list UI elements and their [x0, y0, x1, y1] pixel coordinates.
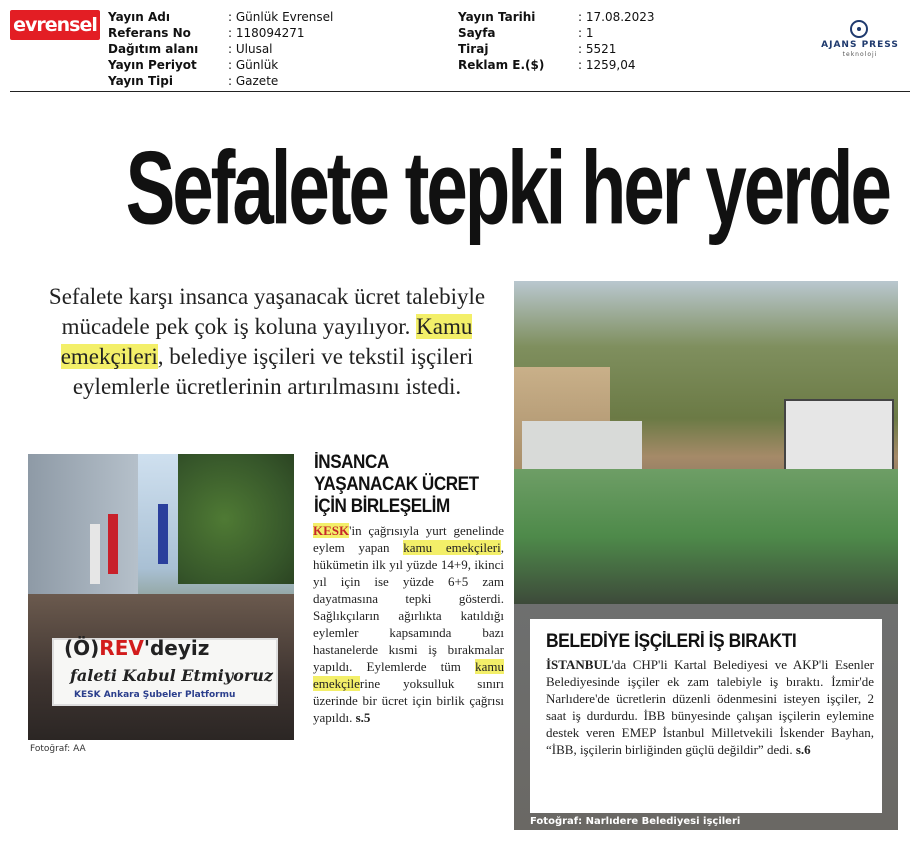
box-title: BELEDİYE İŞÇİLERİ İŞ BIRAKTI [546, 631, 797, 652]
meta-value-yayin-adi: : Günlük Evrensel [228, 10, 334, 24]
meta-label-sayfa: Sayfa [458, 26, 496, 40]
story-text-3: rine yoksulluk sınırı üzerinde bir ücret için birlik çağrısı yapıldı. [313, 676, 504, 725]
meta-value-tarih: : 17.08.2023 [578, 10, 655, 24]
evrensel-logo: evrensel [10, 10, 100, 40]
meta-label-tiraj: Tiraj [458, 42, 489, 56]
meta-value-tip: : Gazete [228, 74, 279, 88]
photo-caption-left: Fotoğraf: AA [30, 744, 86, 754]
meta-value-sayfa: : 1 [578, 26, 594, 40]
box-body [546, 656, 874, 758]
meta-label-referans: Referans No [108, 26, 191, 40]
meta-value-periyot: : Günlük [228, 58, 279, 72]
photo-tree [178, 454, 294, 584]
meta-label-dagitim: Dağıtım alanı [108, 42, 199, 56]
banner-line-1 [64, 636, 209, 660]
story-title: İNSANCA YAŞANACAK ÜCRET İÇİN BİRLEŞELİM [314, 452, 479, 517]
banner-line-3: KESK Ankara Şubeler Platformu [74, 690, 236, 700]
header-divider [10, 91, 910, 92]
story-highlight-2: kamu emekçile [313, 659, 504, 691]
photo-cabin [784, 399, 894, 479]
banner-ö: (Ö) [64, 636, 100, 660]
box-page-ref: s.6 [795, 742, 811, 757]
meta-label-periyot: Yayın Periyot [108, 58, 197, 72]
photo-flag [90, 524, 100, 584]
meta-label-tip: Yayın Tipi [108, 74, 173, 88]
banner-line-2: faleti Kabul Etmiyoruz [70, 666, 273, 685]
meta-value-dagitim: : Ulusal [228, 42, 273, 56]
meta-label-tarih: Yayın Tarihi [458, 10, 536, 24]
lead-highlight: Kamu emekçileri [60, 314, 473, 369]
meta-label-reklam: Reklam E.($) [458, 58, 545, 72]
photo-flag [108, 514, 118, 574]
lead-text-1: Sefalete karşı insanca yaşanacak ücret talebiyle mücadele pek çok iş koluna yayılıyor. [48, 284, 486, 339]
lead-paragraph [22, 282, 512, 402]
story-page-ref: s.5 [355, 710, 371, 725]
banner-deyiz: 'deyiz [143, 636, 210, 660]
story-text-1: 'in çağrısıyla yurt genelinde eylem yapan [313, 523, 504, 555]
meta-value-tiraj: : 5521 [578, 42, 617, 56]
box-text: 'da CHP'li Kartal Belediyesi ve AKP'li Esenler Belediyesinde işçiler ek zam talebiyle iş bıraktı. İzmir'de Narlıdere'de ücretlerin düzenli ödenmesini isteyen işçiler, 2 saat iş durdurdu. İBB bünyesinde çalışan işçilerin eylemine destek veren EMEP İstanbul Milletvekili İskender Bayhan, “İBB, işçilerin birliğinden güçlü değildir” dedi. [546, 657, 874, 757]
story-body [313, 522, 504, 726]
box-city: İSTANBUL [546, 657, 612, 672]
ajans-press-sub: teknoloji [842, 51, 878, 58]
ajans-press-logo-icon [850, 20, 868, 38]
photo-flag [158, 504, 168, 564]
ajans-press-name: AJANS PRESS [821, 40, 899, 50]
meta-value-reklam: : 1259,04 [578, 58, 636, 72]
story-highlight-1: kamu emekçileri [403, 540, 501, 555]
meta-value-referans: : 118094271 [228, 26, 305, 40]
lead-text-2: , belediye işçileri ve tekstil işçileri eylemlerle ücretlerinin artırılmasını istedi. [72, 344, 474, 399]
photo-workers [514, 469, 898, 604]
story-text-2: , hükümetin ilk yıl yüzde 14+9, ikinci yıl için ise yüzde 6+5 zam dayatmasına tepki gösterdi. Sağlıkçıların ağırlıkta katıldığı eylemler kapsamında bazı hastanelerde kısmi iş bırakmalar yapıldı. Eylemlerde tüm [313, 540, 504, 674]
photo-caption-right: Fotoğraf: Narlıdere Belediyesi işçileri [530, 816, 741, 827]
meta-label-yayin-adi: Yayın Adı [108, 10, 170, 24]
page-headline: Sefalete tepki her yerde [125, 129, 889, 246]
banner-rev: REV [99, 636, 144, 660]
story-kesk: KESK [313, 523, 350, 538]
